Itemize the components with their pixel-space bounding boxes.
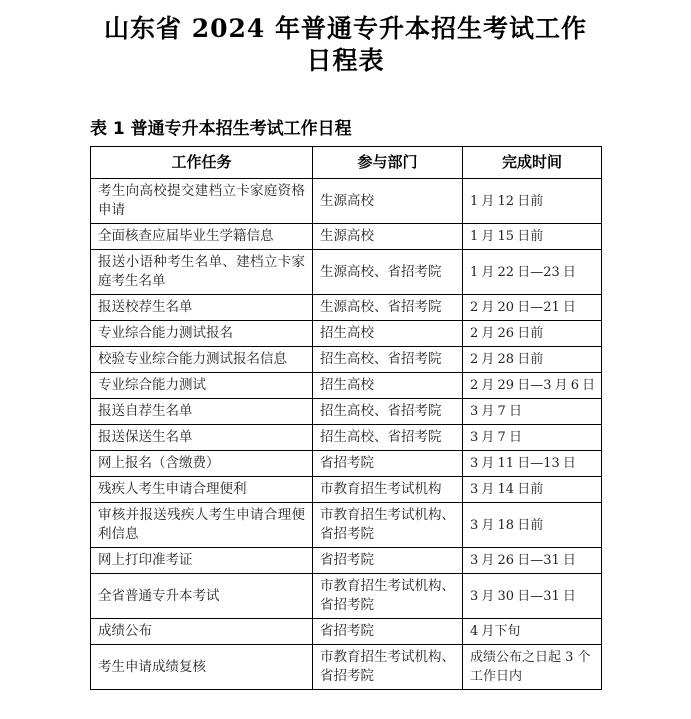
table-row xyxy=(91,250,602,295)
cell-time: 1 月 22 日—23 日 xyxy=(463,250,602,295)
cell-time: 成绩公布之日起 3 个工作日内 xyxy=(463,645,602,690)
cell-time: 1 月 12 日前 xyxy=(463,179,602,224)
column-header: 工作任务 xyxy=(91,147,313,179)
cell-dept: 市教育招生考试机构、省招考院 xyxy=(313,574,463,619)
cell-time: 3 月 14 日前 xyxy=(463,477,602,503)
cell-task: 网上报名（含缴费） xyxy=(91,451,313,477)
table-row xyxy=(91,295,602,321)
table-row xyxy=(91,503,602,548)
page-title xyxy=(66,13,626,77)
page-title-line2: 日程表 xyxy=(306,46,385,75)
cell-task: 专业综合能力测试报名 xyxy=(91,321,313,347)
cell-dept: 招生高校、省招考院 xyxy=(313,399,463,425)
cell-dept: 市教育招生考试机构 xyxy=(313,477,463,503)
cell-dept: 生源高校 xyxy=(313,224,463,250)
cell-dept: 生源高校、省招考院 xyxy=(313,295,463,321)
cell-dept: 招生高校 xyxy=(313,373,463,399)
cell-time: 3 月 11 日—13 日 xyxy=(463,451,602,477)
cell-dept: 招生高校、省招考院 xyxy=(313,425,463,451)
table-row xyxy=(91,619,602,645)
cell-dept: 招生高校、省招考院 xyxy=(313,347,463,373)
cell-task: 全面核查应届毕业生学籍信息 xyxy=(91,224,313,250)
cell-task: 考生申请成绩复核 xyxy=(91,645,313,690)
cell-time: 4 月下旬 xyxy=(463,619,602,645)
cell-task: 网上打印准考证 xyxy=(91,548,313,574)
cell-task: 成绩公布 xyxy=(91,619,313,645)
cell-task: 专业综合能力测试 xyxy=(91,373,313,399)
cell-task: 残疾人考生申请合理便利 xyxy=(91,477,313,503)
table-row xyxy=(91,399,602,425)
table-row xyxy=(91,451,602,477)
cell-time: 2 月 26 日前 xyxy=(463,321,602,347)
table-row xyxy=(91,179,602,224)
table-row xyxy=(91,548,602,574)
table-row xyxy=(91,425,602,451)
cell-dept: 市教育招生考试机构、省招考院 xyxy=(313,645,463,690)
page-title-line1: 山东省 2024 年普通专升本招生考试工作 xyxy=(104,14,587,43)
cell-task: 审核并报送残疾人考生申请合理便利信息 xyxy=(91,503,313,548)
schedule-table xyxy=(90,146,602,690)
table-body xyxy=(91,179,602,690)
cell-task: 报送自荐生名单 xyxy=(91,399,313,425)
table-row xyxy=(91,347,602,373)
table-row xyxy=(91,373,602,399)
cell-time: 3 月 30 日—31 日 xyxy=(463,574,602,619)
cell-dept: 省招考院 xyxy=(313,619,463,645)
cell-dept: 省招考院 xyxy=(313,451,463,477)
cell-task: 考生向高校提交建档立卡家庭资格申请 xyxy=(91,179,313,224)
document-page xyxy=(0,13,691,719)
cell-time: 3 月 7 日 xyxy=(463,425,602,451)
column-header: 参与部门 xyxy=(313,147,463,179)
cell-time: 1 月 15 日前 xyxy=(463,224,602,250)
cell-time: 2 月 28 日前 xyxy=(463,347,602,373)
cell-dept: 省招考院 xyxy=(313,548,463,574)
table-row xyxy=(91,574,602,619)
table-row xyxy=(91,645,602,690)
cell-time: 2 月 29 日—3 月 6 日 xyxy=(463,373,602,399)
cell-task: 全省普通专升本考试 xyxy=(91,574,313,619)
column-header: 完成时间 xyxy=(463,147,602,179)
cell-time: 3 月 18 日前 xyxy=(463,503,602,548)
cell-task: 报送校荐生名单 xyxy=(91,295,313,321)
cell-task: 报送保送生名单 xyxy=(91,425,313,451)
cell-dept: 招生高校 xyxy=(313,321,463,347)
table-row xyxy=(91,477,602,503)
cell-task: 校验专业综合能力测试报名信息 xyxy=(91,347,313,373)
cell-time: 3 月 7 日 xyxy=(463,399,602,425)
table-caption: 表 1 普通专升本招生考试工作日程 xyxy=(90,119,352,139)
cell-time: 2 月 20 日—21 日 xyxy=(463,295,602,321)
cell-dept: 生源高校、省招考院 xyxy=(313,250,463,295)
cell-dept: 市教育招生考试机构、省招考院 xyxy=(313,503,463,548)
table-header-row xyxy=(91,147,602,179)
cell-time: 3 月 26 日—31 日 xyxy=(463,548,602,574)
cell-dept: 生源高校 xyxy=(313,179,463,224)
table-row xyxy=(91,321,602,347)
table-row xyxy=(91,224,602,250)
cell-task: 报送小语种考生名单、建档立卡家庭考生名单 xyxy=(91,250,313,295)
